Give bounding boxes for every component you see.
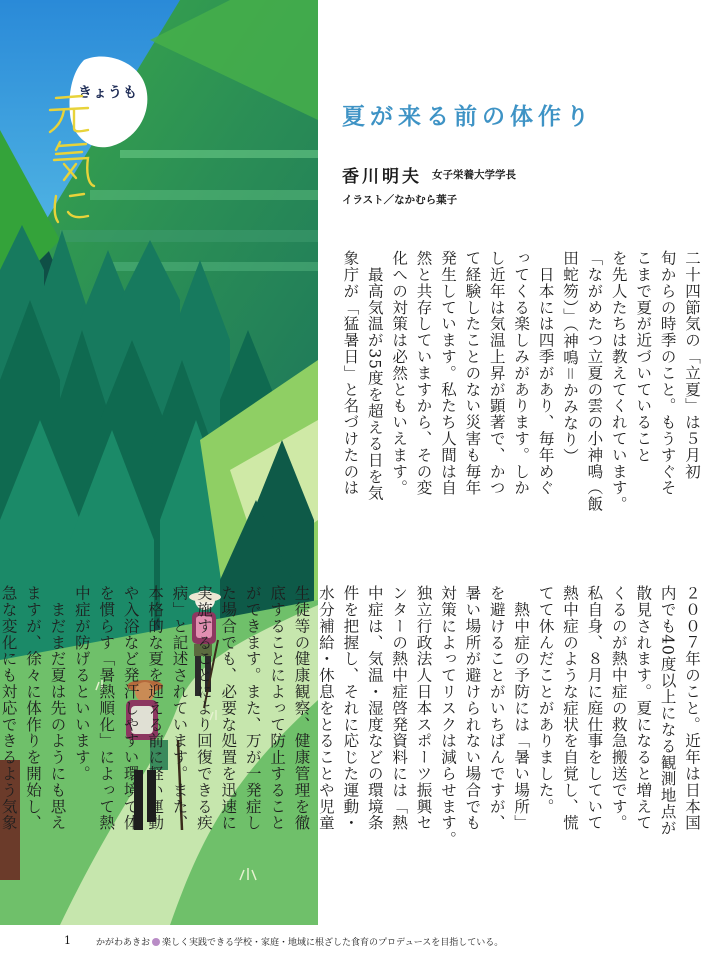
bullet-icon (152, 938, 160, 946)
author-profile (96, 935, 503, 948)
author-profile-text: かがわあきお 楽しく実践できる学校・家庭・地域に根ざした食育のプロデュースを目指している。 (96, 938, 504, 948)
article-body-bottom: ２００７年のこと。近年は日本国 内でも40度以上になる観測地点が 散見されます。夏になると増えて くるのが熱中症の救急搬送です。 私自身、８月に庭仕事をしていて 熱中症のような症状を自覚し、慌 てて休んだことがありました。 熱中症の予防には「暑い場所」 を避けることがいちばんですが、 暑い場所が避けられない場合でも 対策によってリスクは減らせます。 独立行政法人日本スポーツ振興セ ンターの熱中症啓発資料には「熱 中症は、気温・湿度などの環境条 件を把握し、それに応じた運動・ 水分補給・休息をとることや児童 生徒等の健康観察、健康管理を徹 底することによって防止すること ができます。また、万が一発症し た場合でも、必要な処置を迅速に 実施することにより回復できる疾 病」と記述されています。また、 本格的な夏を迎える前に軽い運動 や入浴など発汗しやすい環境で体 を慣らす「暑熱順化」によって熱 中症が防げるといいます。 まだまだ夏は先のようにも思え ますが、徐々に体作りを開始し、 急な変化にも対応できるよう気象 (0, 585, 701, 848)
page-number: 1 (64, 934, 71, 947)
badge-label: きょうも (78, 85, 138, 101)
article-body-top: 二十四節気の「立夏」は５月初 旬からの時季のこと。もうすぐそ こまで夏が近づいていること を先人たちは教えてくれています。 「ながめたつ立夏の雲の小神鳴（飯 田蛇笏）」（神鳴＝かみなり） 日本には四季があり、毎年めぐ ってくる楽しみがあります。しか し近年は気温上昇が顕著で、かつ て経験したことのない災害も毎年 発生しています。私たち人間は自 然と共存していますから、その変 化への対策は必然ともいえます。 最高気温が35度を超える日を気 象庁が「猛暑日」と名づけたのは (341, 250, 701, 513)
author-name: 香川明夫 (342, 167, 422, 187)
handwritten-lettering (42, 88, 102, 228)
illustration-credit: イラスト／なかむら葉子 (342, 194, 458, 206)
article-title: 夏が来る前の体作り (342, 104, 594, 130)
author-title: 女子栄養大学学長 (432, 169, 516, 181)
